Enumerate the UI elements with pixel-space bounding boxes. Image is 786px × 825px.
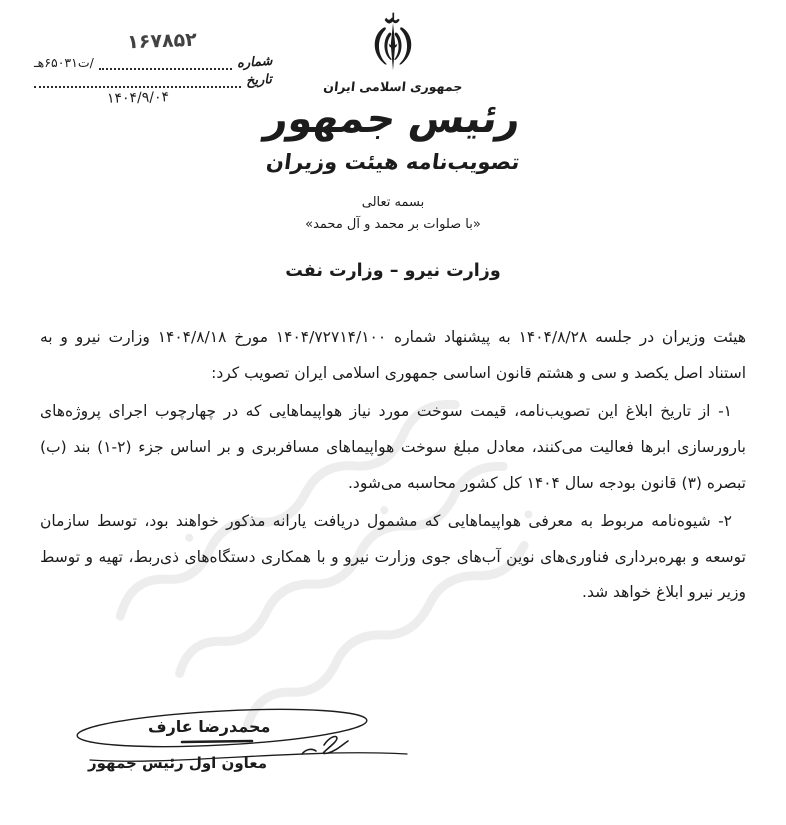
signer-title: معاون اول رئیس جمهور	[88, 754, 268, 772]
signer-name: محمدرضا عارف	[148, 717, 271, 736]
letterhead	[0, 12, 786, 281]
addressee-line: وزارت نیرو – وزارت نفت	[285, 261, 501, 281]
decree-body	[40, 320, 746, 614]
letterhead-doc-type: تصویب‌نامه هیئت وزیران	[264, 150, 522, 174]
salawat-line: «با صلوات بر محمد و آل محمد»	[305, 217, 481, 232]
stamped-serial-number: ۱۶۷۸۵۲	[126, 28, 198, 54]
date-label: تاریخ	[245, 72, 273, 89]
handwritten-date: ۱۴۰۴/۹/۰۴	[106, 89, 170, 107]
signature-block	[62, 698, 412, 813]
number-label: شماره	[236, 53, 273, 72]
letterhead-office-calligraphy: رئیس جمهور	[261, 96, 525, 142]
letterhead-country: جمهوری اسلامی ایران	[322, 79, 464, 94]
bismillah-line: بسمه تعالی	[361, 195, 425, 210]
decree-intro-paragraph: هیئت وزیران در جلسه ۱۴۰۴/۸/۲۸ به پیشنهاد شماره ۱۴۰۴/۷۲۷۱۴/۱۰۰ مورخ ۱۴۰۴/۸/۱۸ وزارت نیرو و به استناد اصل یکصد و سی و هشتم قانون اساسی جمهوری اسلامی ایران تصویب کرد:	[40, 328, 747, 382]
decree-item-1: ۱- از تاریخ ابلاغ این تصویب‌نامه، قیمت سوخت مورد نیاز هواپیماهایی که در چهارچوب اجرای پروژه‌های بارورسازی ابرها فعالیت می‌کنند، معادل مبلغ سوخت هواپیماهای مسافربری و بر اساس جزء (۲-۱) بند (ب) تبصره (۳) قانون بودجه سال ۱۴۰۴ کل کشور محاسبه می‌شود.	[40, 402, 746, 492]
decree-item-2: ۲- شیوه‌نامه مربوط به معرفی هواپیماهایی که مشمول دریافت یارانه مذکور خواهند بود، توسط سازمان توسعه و بهره‌برداری فناوری‌های نوین آب‌های جوی وزارت نیرو و با همکاری دستگاه‌های ذی‌ربط، تهیه و توسط وزیر نیرو ابلاغ خواهد شد.	[40, 512, 746, 602]
number-suffix: /ت۶۵۰۳۱هـ	[34, 55, 94, 70]
iran-emblem-icon	[365, 12, 421, 76]
